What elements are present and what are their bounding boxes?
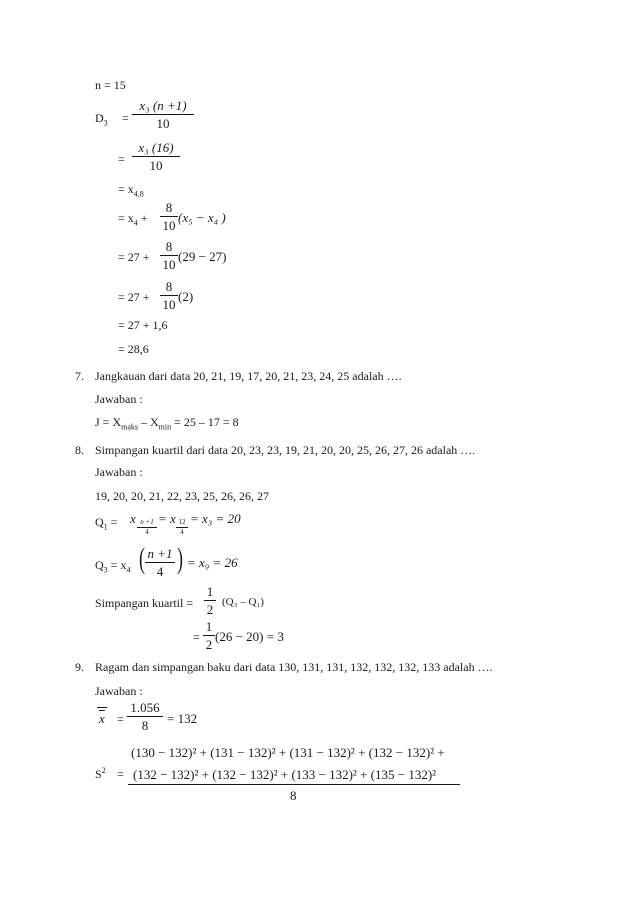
variance-fraction-bar	[128, 784, 460, 785]
equals-sign-2: =	[118, 152, 125, 166]
right-paren: )	[177, 542, 183, 575]
variance-numerator-line-1: (130 − 132)² + (131 − 132)² + (131 − 132)² + (132 − 132)² +	[131, 745, 445, 760]
question-7-text: Jangkauan dari data 20, 21, 19, 17, 20, 21, 23, 24, 25 adalah ….	[95, 369, 402, 383]
substitution-tail: (29 − 27)	[178, 249, 227, 264]
question-8-number: 8.	[75, 443, 84, 457]
interpolation-line-prefix: = $x_4$ +	[118, 211, 148, 228]
q3-label: $Q_3 = x_4$	[95, 558, 131, 575]
question-9-text: Ragam dan simpangan baku dari data 130, 131, 131, 132, 132, 132, 133 adalah ….	[95, 660, 493, 674]
sorted-data: 19, 20, 20, 21, 22, 23, 25, 26, 26, 27	[95, 489, 269, 503]
mean-result: = 132	[167, 711, 198, 726]
equals-sign: =	[122, 111, 129, 125]
variance-numerator-line-2: (132 − 132)² + (132 − 132)² + (133 − 132)² + (135 − 132)²	[133, 767, 437, 782]
half-fraction: 1 2	[204, 585, 216, 616]
substitution-line-prefix: = 27 +	[118, 250, 150, 264]
quartile-deviation-formula: (Q₃ – Q₁)	[222, 596, 264, 608]
interpolation-fraction: 8 10	[160, 201, 178, 232]
question-9-answer-label: Jawaban :	[95, 684, 143, 698]
simplified-fraction: 8 10	[160, 280, 178, 311]
mean-bar	[97, 707, 107, 708]
q1-x: x	[130, 511, 136, 526]
variance-denominator: 8	[290, 788, 297, 803]
q1-result: = x₃ = 20	[190, 511, 241, 526]
mean-symbol: $\overline{x}$	[99, 711, 105, 726]
question-9-number: 9.	[75, 660, 84, 674]
d3-formula-fraction: x₃ (n +1) 10	[132, 99, 194, 130]
sum-line: = 27 + 1,6	[118, 318, 168, 332]
question-8-answer-label: Jawaban :	[95, 465, 143, 479]
q1-index-fraction-2: 12 4	[176, 519, 188, 536]
mean-fraction: 1.056 8	[127, 701, 163, 732]
q1-label: $Q_1$ =	[95, 515, 118, 532]
x-4-8-line: = $x_{4,8}$	[118, 182, 144, 199]
interpolation-tail: (x₅ − x₄ )	[178, 210, 226, 225]
q3-result: = x₉ = 26	[187, 555, 238, 570]
n-value-line: n = 15	[95, 78, 126, 92]
substitution-fraction: 8 10	[160, 240, 178, 271]
half-fraction-2: 1 2	[203, 620, 215, 651]
question-7-number: 7.	[75, 369, 84, 383]
q1-index-fraction: n +1 4	[137, 519, 157, 536]
d3-label: $D_3$	[95, 111, 108, 128]
variance-equals: =	[117, 767, 124, 781]
mean-equals: =	[117, 712, 124, 726]
left-paren: (	[139, 542, 145, 575]
equals-sign-3: =	[193, 630, 200, 644]
result-line: = 28,6	[118, 342, 149, 356]
q3-index-fraction: n +1 4	[145, 547, 175, 578]
question-8-text: Simpangan kuartil dari data 20, 23, 23, 19, 21, 20, 20, 25, 26, 27, 26 adalah ….	[95, 443, 476, 457]
question-7-answer-label: Jawaban :	[95, 392, 143, 406]
variance-label: $S^2$	[95, 766, 106, 781]
d3-substituted-fraction: x₃ (16) 10	[132, 141, 180, 172]
quartile-deviation-result: (26 − 20) = 3	[215, 629, 284, 644]
simplified-line-prefix: = 27 +	[118, 290, 150, 304]
simplified-tail: (2)	[178, 289, 194, 304]
quartile-deviation-label: Simpangan kuartil =	[95, 596, 194, 610]
q1-equals-x: = x	[158, 511, 176, 526]
range-formula: $J = X_{maks} - X_{min} = 25 - 17 = 8$	[95, 415, 239, 432]
